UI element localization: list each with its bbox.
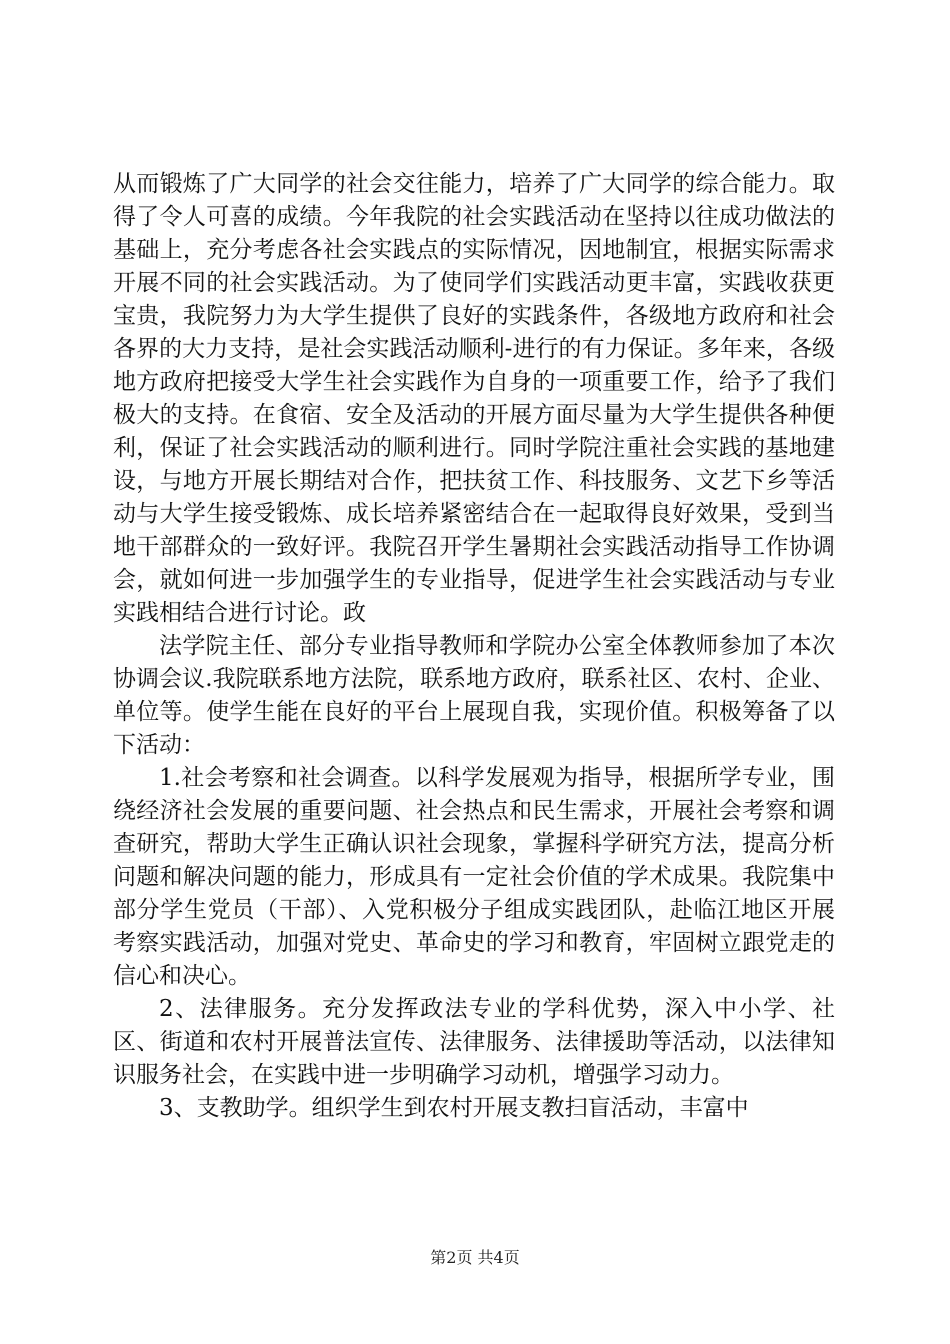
page-footer: 第2页 共4页 xyxy=(430,1248,520,1267)
document-body xyxy=(113,168,835,1125)
paragraph-4: 2、法律服务。充分发挥政法专业的学科优势，深入中小学、社区、街道和农村开展普法宣传、法律服务、法律援助等活动，以法律知识服务社会，在实践中进一步明确学习动机，增强学习动力。 xyxy=(113,996,835,1088)
paragraph-1: 从而锻炼了广大同学的社会交往能力，培养了广大同学的综合能力。取得了令人可喜的成绩。今年我院的社会实践活动在坚持以往成功做法的基础上，充分考虑各社会实践点的实际情况，因地制宜，根据实际需求开展不同的社会实践活动。为了使同学们实践活动更丰富，实践收获更宝贵，我院努力为大学生提供了良好的实践条件，各级地方政府和社会各界的大力支持，是社会实践活动顺利-进行的有力保证。多年来，各级地方政府把接受大学生社会实践作为自身的一项重要工作，给予了我们极大的支持。在食宿、安全及活动的开展方面尽量为大学生提供各种便利，保证了社会实践活动的顺利进行。同时学院注重社会实践的基地建设，与地方开展长期结对合作，把扶贫工作、科技服务、文艺下乡等活动与大学生接受锻炼、成长培养紧密结合在一起取得良好效果，受到当地干部群众的一致好评。我院召开学生暑期社会实践活动指导工作协调会，就如何进一步加强学生的专业指导，促进学生社会实践活动与专业实践相结合进行讨论。政 xyxy=(113,171,835,626)
paragraph-2: 法学院主任、部分专业指导教师和学院办公室全体教师参加了本次协调会议.我院联系地方法院，联系地方政府，联系社区、农村、企业、单位等。使学生能在良好的平台上展现自我，实现价值。积极筹备了以下活动： xyxy=(113,633,835,758)
paragraph-5: 3、支教助学。组织学生到农村开展支教扫盲活动，丰富中 xyxy=(159,1095,749,1121)
paragraph-3: 1.社会考察和社会调查。以科学发展观为指导，根据所学专业，围绕经济社会发展的重要问题、社会热点和民生需求，开展社会考察和调查研究，帮助大学生正确认识社会现象，掌握科学研究方法，提高分析问题和解决问题的能力，形成具有一定社会价值的学术成果。我院集中部分学生党员（干部）、入党积极分子组成实践团队，赴临江地区开展考察实践活动，加强对党史、革命史的学习和教育，牢固树立跟党走的信心和决心。 xyxy=(113,765,835,989)
